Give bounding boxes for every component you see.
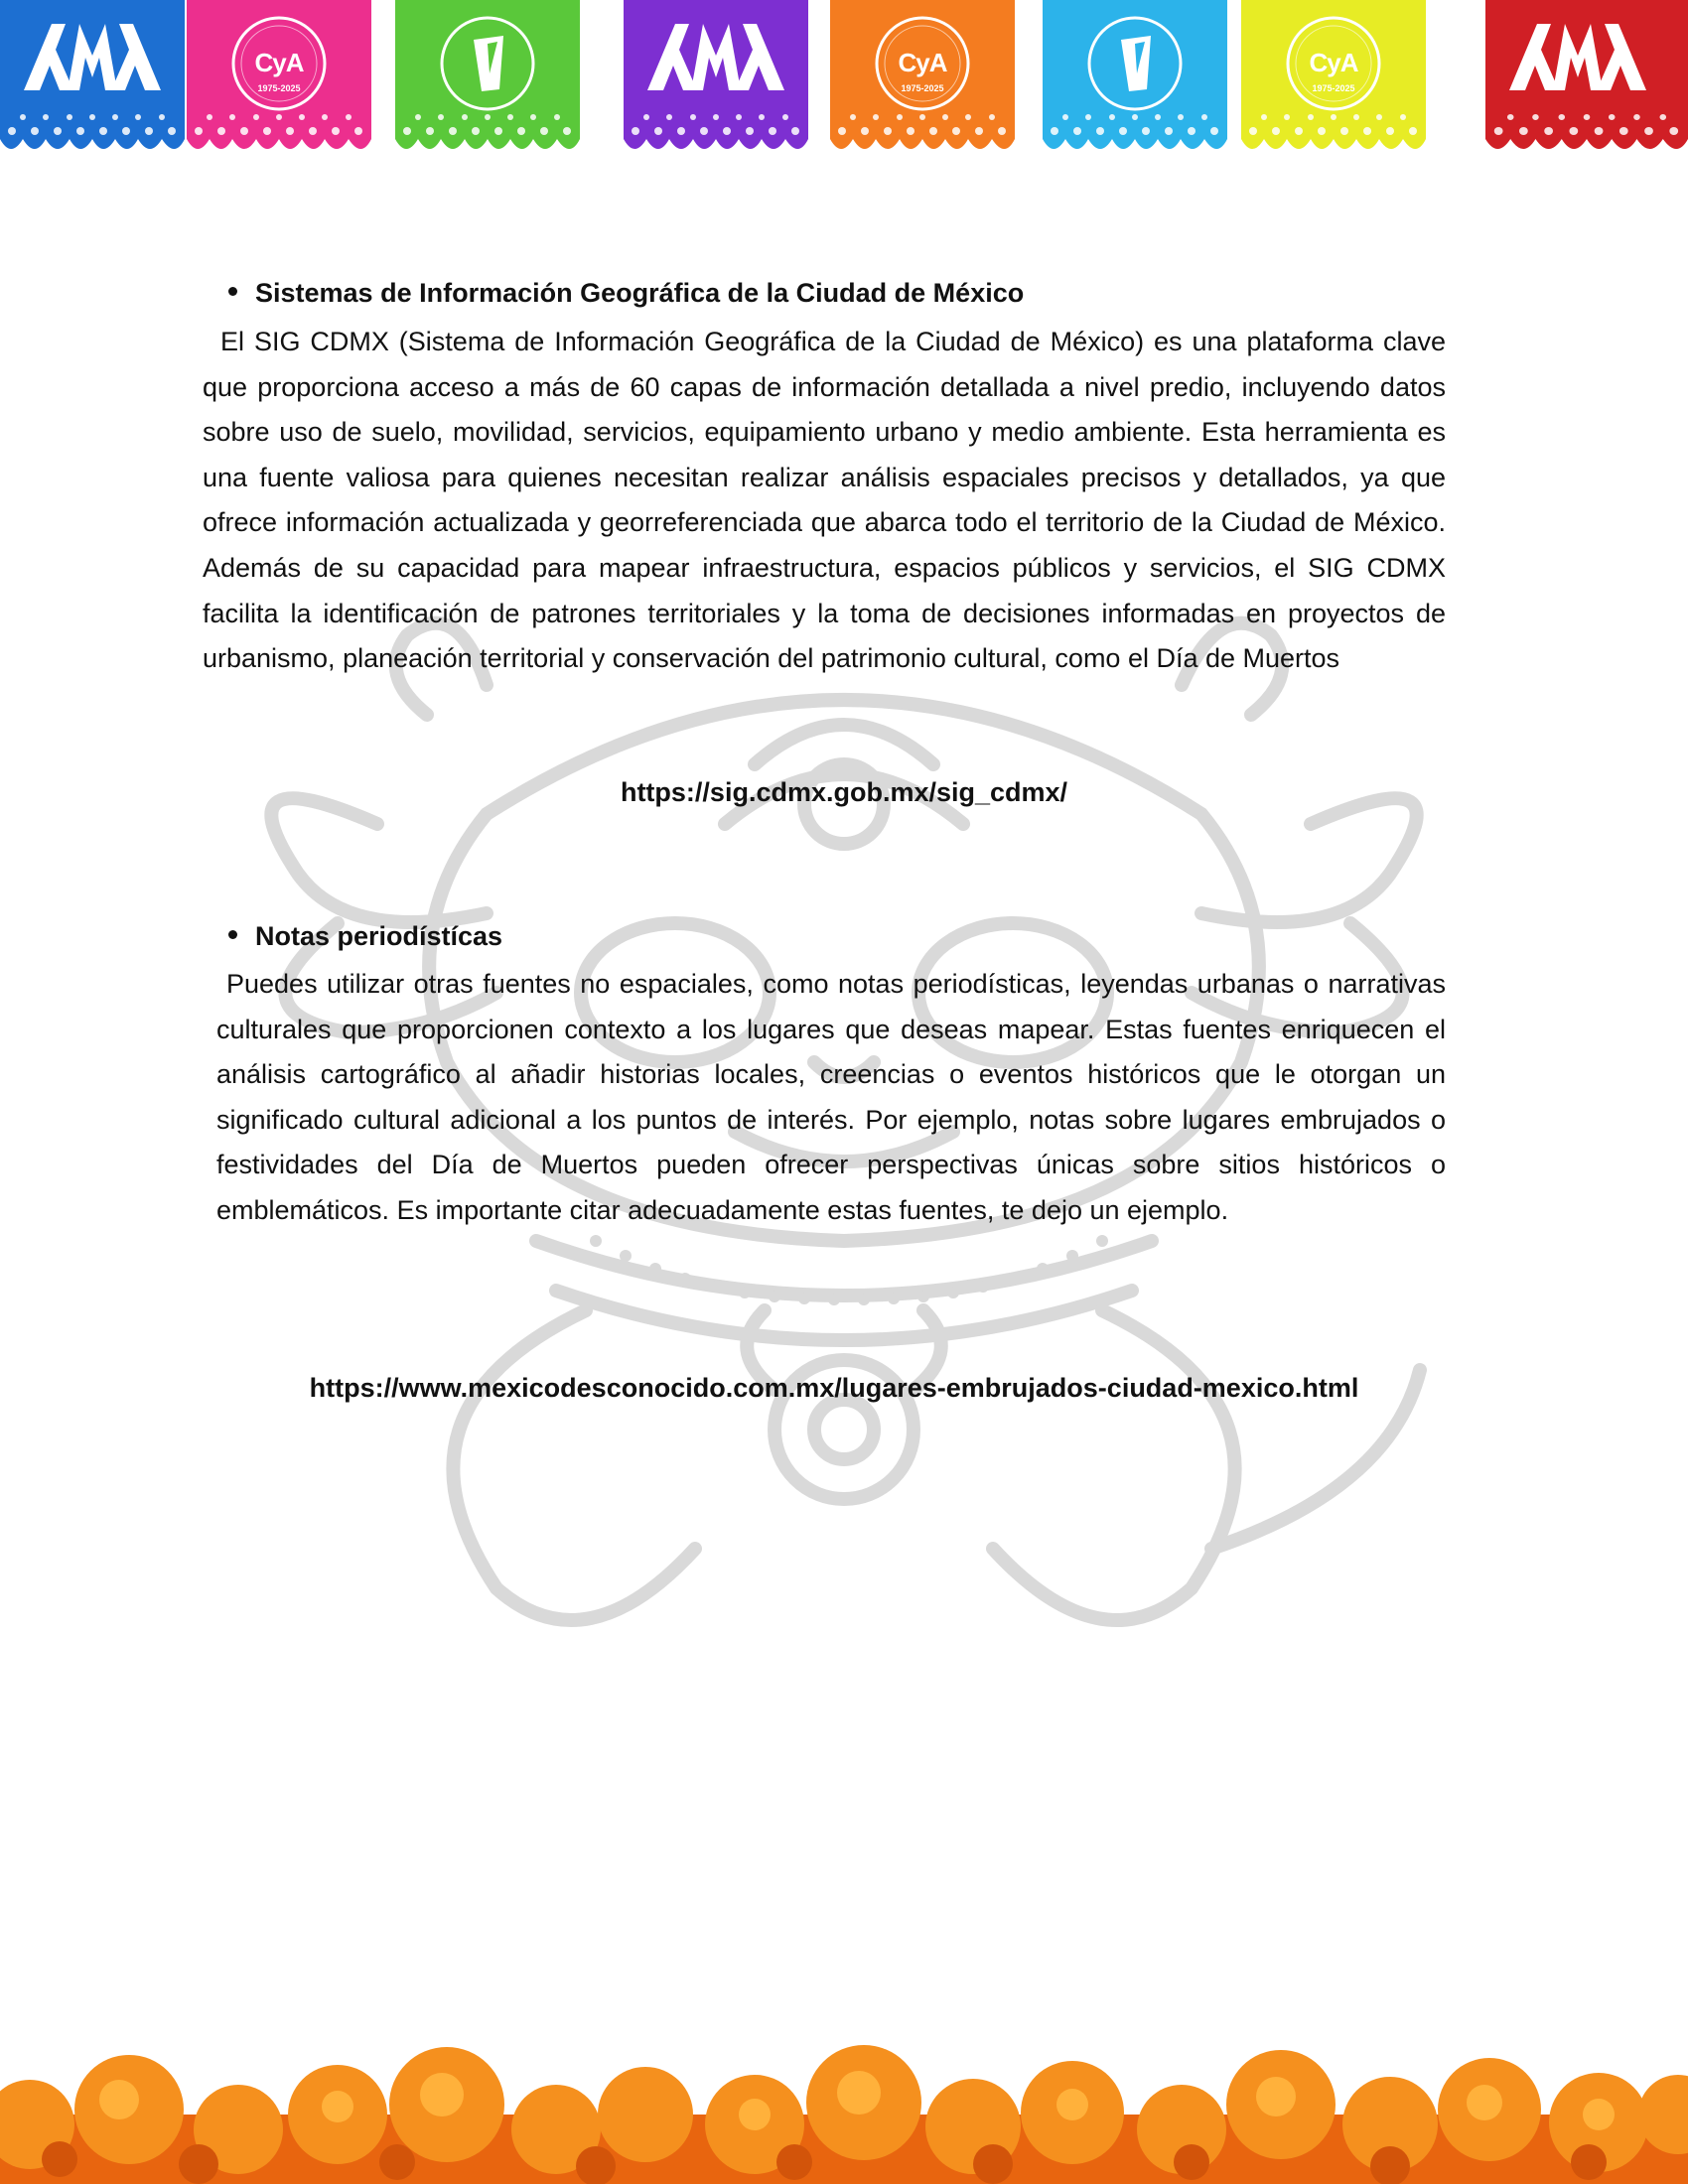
sig-cdmx-link[interactable]: https://sig.cdmx.gob.mx/sig_cdmx/	[620, 777, 1068, 807]
banner-flag	[1043, 0, 1227, 179]
papel-picado-banner	[0, 0, 1688, 184]
banner-flag	[830, 0, 1015, 179]
cya-seal-years: 1975-2025	[1312, 83, 1355, 93]
cya-seal-icon	[1284, 14, 1383, 113]
section-heading-sig	[228, 278, 1470, 309]
mexico-desconocido-link[interactable]: https://www.mexicodesconocido.com.mx/lugares-embrujados-ciudad-mexico.html	[309, 1373, 1359, 1403]
section-heading-notas	[228, 921, 1470, 952]
marigold-footer	[0, 2045, 1688, 2184]
cya-seal-years: 1975-2025	[901, 83, 944, 93]
banner-flag	[395, 0, 580, 179]
banner-flag	[1241, 0, 1426, 179]
territorio-seal-icon	[438, 14, 537, 113]
cya-seal-icon	[873, 14, 972, 113]
cya-seal-years: 1975-2025	[257, 83, 301, 93]
cya-seal-icon	[229, 14, 329, 113]
uam-logo-icon	[22, 16, 163, 95]
uam-logo-icon	[645, 16, 786, 95]
section-paragraph-notas: Puedes utilizar otras fuentes no espaciales, como notas periodísticas, leyendas urbanas o narrativas culturales que proporcionen contexto a los lugares que deseas mapear. Estas fuentes enriquecen el análisis cartográfico al añadir historias locales, creencias o eventos históricos que le otorgan un significado cultural adicional a los puntos de interés. Por ejemplo, notas sobre lugares embrujados o festividades del Día de Muertos pueden ofrecer perspectivas únicas sobre sitios históricos o emblemáticos. Es importante citar adecuadamente estas fuentes, te dejo un ejemplo.	[216, 969, 1446, 1225]
bullet-icon	[228, 287, 237, 296]
banner-flag	[624, 0, 808, 179]
cya-seal-text: CyA	[1309, 48, 1358, 77]
cya-seal-text: CyA	[898, 48, 947, 77]
bullet-icon	[228, 930, 237, 939]
territorio-seal-icon	[1085, 14, 1185, 113]
section-heading-text: Sistemas de Información Geográfica de la Ciudad de México	[255, 278, 1025, 308]
section-heading-text: Notas periodístícas	[255, 921, 503, 951]
section-paragraph-sig: El SIG CDMX (Sistema de Información Geográfica de la Ciudad de México) es una plataforma clave que proporciona acceso a más de 60 capas de información detallada a nivel predio, incluyendo datos sobre uso de suelo, movilidad, servicios, equipamiento urbano y medio ambiente. Esta herramienta es una fuente valiosa para quienes necesitan realizar análisis espaciales precisos y detallados, ya que ofrece información actualizada y georreferenciada que abarca todo el territorio de la Ciudad de México. Además de su capacidad para mapear infraestructura, espacios públicos y servicios, el SIG CDMX facilita la identificación de patrones territoriales y la toma de decisiones informadas en proyectos de urbanismo, planeación territorial y conservación del patrimonio cultural, como el Día de Muertos	[203, 327, 1446, 674]
cya-seal-text: CyA	[254, 48, 304, 77]
banner-flag	[0, 0, 185, 179]
banner-flag	[187, 0, 371, 179]
banner-flag	[1485, 0, 1688, 179]
uam-logo-icon	[1507, 16, 1648, 95]
